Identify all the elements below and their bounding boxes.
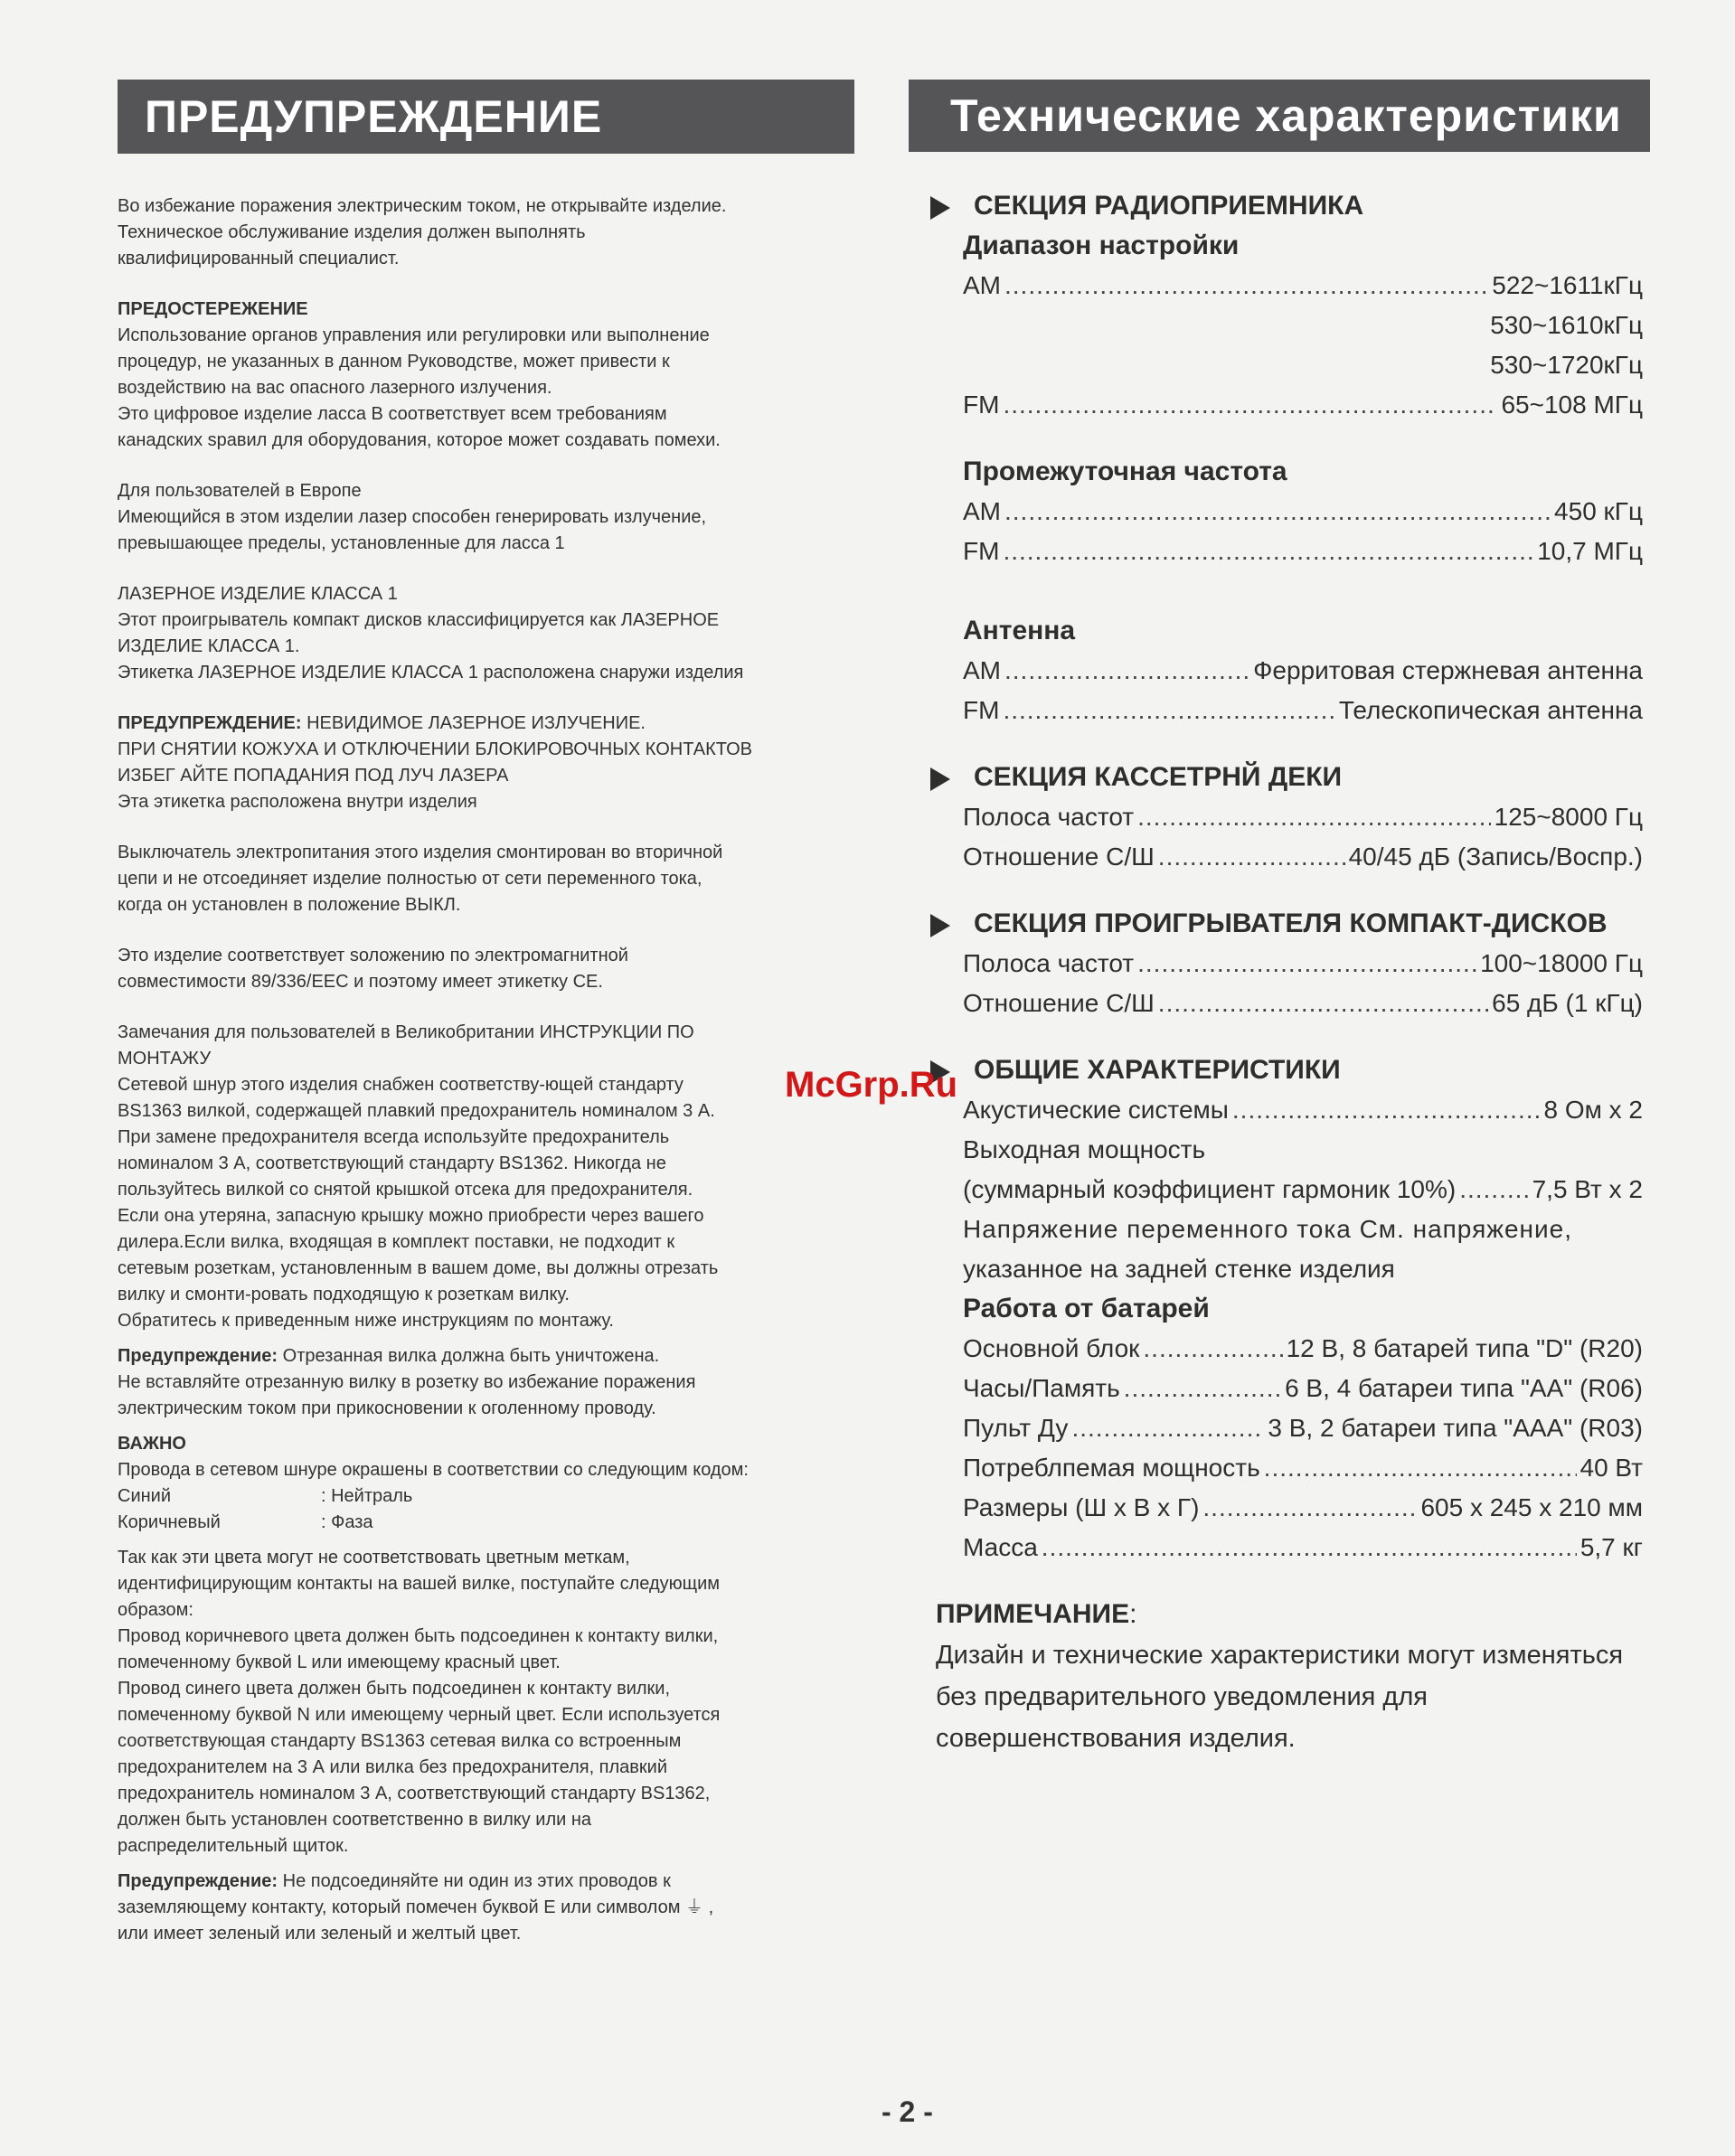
specs-title: Технические характеристики <box>909 80 1650 152</box>
europe-line: Имеющийся в этом изделии лазер способен генерировать излучение, <box>118 507 707 527</box>
important-block <box>118 1431 854 1536</box>
spec-label: Отношение С/Ш <box>963 989 1155 1017</box>
section-title-text: СЕКЦИЯ КАССЕТРНЙ ДЕКИ <box>974 762 1343 792</box>
uk-line: Если она утеряна, запасную крышку можно приобрести через вашего <box>118 1206 704 1226</box>
invisible-laser-heading <box>118 711 854 737</box>
emc-line: совместимости 89/336/ЕЕС и поэтому имеет этикетку СЕ. <box>118 972 603 992</box>
spec-label: FM <box>963 537 1000 565</box>
ground-warning-heading <box>118 1869 854 1895</box>
watermark: McGrp.Ru <box>785 1065 958 1105</box>
spec-label: Потреблпемая мощность <box>963 1454 1260 1482</box>
spec-value: 450 кГц <box>1554 497 1643 525</box>
wire-color-table <box>118 1483 854 1536</box>
laser-line: Этикетка ЛАЗЕРНОЕ ИЗДЕЛИЕ КЛАССА 1 расположена снаружи изделия <box>118 663 744 683</box>
spec-row <box>963 984 1643 1023</box>
warning-body <box>118 193 854 1947</box>
spec-value: 605 x 245 x 210 мм <box>1420 1493 1643 1521</box>
spec-label: Полоса частот <box>963 803 1135 831</box>
spec-label: Размеры (Ш x В x Г) <box>963 1493 1200 1521</box>
spec-row <box>963 266 1643 306</box>
leader-dots <box>1143 1329 1282 1369</box>
triangle-bullet-icon <box>930 196 950 220</box>
spec-row <box>963 1369 1643 1408</box>
wire-line: помеченному буквой L или имеющему красный цвет. <box>118 1652 561 1672</box>
leader-dots <box>1158 984 1488 1023</box>
spec-row <box>963 1090 1643 1130</box>
uk-line: BS1363 вилкой, содержащей плавкий предохранитель номиналом 3 А. <box>118 1101 715 1121</box>
spec-value: 3 В, 2 батареи типа "ААА" (R03) <box>1268 1414 1643 1442</box>
wire-name: Синий <box>118 1486 172 1506</box>
spec-label: Масса <box>963 1533 1038 1561</box>
triangle-bullet-icon <box>930 914 950 937</box>
cassette-section-title <box>927 758 1650 797</box>
caution-line: воздействию на вас опасного лазерного излучения. <box>118 378 552 398</box>
laser-line: ИЗДЕЛИЕ КЛАССА 1. <box>118 636 300 656</box>
triangle-bullet-icon <box>930 767 950 791</box>
specs-column <box>909 80 1650 1759</box>
spec-label: Часы/Память <box>963 1374 1120 1402</box>
laser-line: Этот проигрыватель компакт дисков классифицируется как ЛАЗЕРНОЕ <box>118 610 720 630</box>
final-line: заземляющему контакту, который помечен буквой Е или символом ⏚ , <box>118 1897 714 1917</box>
uk-line: Замечания для пользователей в Великобритании ИНСТРУКЦИИ ПО <box>118 1022 694 1042</box>
spec-row <box>963 492 1643 532</box>
power-switch-block <box>118 840 854 918</box>
spec-row <box>963 532 1643 571</box>
spec-value: 40 Вт <box>1579 1454 1643 1482</box>
note-line: без предварительного уведомления для <box>936 1682 1428 1711</box>
caution-line: процедур, не указанных в данном Руководстве, может привести к <box>118 352 670 372</box>
wire-value: : Нейтраль <box>321 1486 413 1506</box>
caution-block <box>118 297 854 454</box>
spec-row <box>963 944 1643 984</box>
final-rest: Не подсоединяйте ни один из этих проводов к <box>278 1871 671 1891</box>
spec-value: 6 В, 4 батареи типа "АА" (R06) <box>1285 1374 1643 1402</box>
final-label: Предупреждение: <box>118 1871 278 1891</box>
spec-value: Телескопическая антенна <box>1338 696 1643 724</box>
section-title-text: СЕКЦИЯ ПРОИГРЫВАТЕЛЯ КОМПАКТ-ДИСКОВ <box>974 909 1608 938</box>
spec-value: 65~108 МГц <box>1501 391 1643 419</box>
uk-instructions-block <box>118 1020 854 1334</box>
tuning-range-title: Диапазон настройки <box>963 231 1240 260</box>
spec-value: 530~1720кГц <box>1490 351 1643 379</box>
spec-label: Отношение С/Ш <box>963 843 1155 871</box>
wire-name: Коричневый <box>118 1512 221 1532</box>
general-section-title <box>927 1050 1650 1090</box>
voltage-line: указанное на задней стенке изделия <box>963 1255 1395 1283</box>
wire-line: Провод коричневого цвета должен быть подсоединен к контакту вилки, <box>118 1626 719 1646</box>
switch-line: когда он установлен в положение ВЫКЛ. <box>118 895 461 915</box>
spec-label: AM <box>963 271 1001 299</box>
emc-line: Это изделие соответствует sоложению по электромагнитной <box>118 946 628 965</box>
wire-line: предохранитель номиналом 3 А, соответствующий стандарту BS1362, <box>118 1784 711 1803</box>
intro-block <box>118 193 854 272</box>
cd-section-title <box>927 904 1650 944</box>
leader-dots <box>1042 1528 1577 1568</box>
intro-line: Техническое обслуживание изделия должен выполнять <box>118 222 586 242</box>
leader-dots <box>1003 691 1334 730</box>
spec-value: 100~18000 Гц <box>1480 949 1643 977</box>
voltage-line: Напряжение переменного тока См. напряжение, <box>963 1215 1572 1243</box>
specs-body <box>909 186 1650 1759</box>
wire-instructions-block <box>118 1545 854 1859</box>
note-line: Дизайн и технические характеристики могут изменяться <box>936 1641 1624 1670</box>
leader-dots <box>1124 1369 1281 1408</box>
spec-row <box>963 1329 1643 1369</box>
cut-plug-heading <box>118 1343 854 1370</box>
spec-row <box>963 691 1643 730</box>
leader-dots <box>1004 492 1551 532</box>
wire-line: помеченному буквой N или имеющему черный цвет. Если используется <box>118 1705 721 1725</box>
leader-dots <box>1137 944 1476 984</box>
caution-heading: ПРЕДОСТЕРЕЖЕНИЕ <box>118 299 308 319</box>
wire-line: образом: <box>118 1600 193 1620</box>
uk-line: номиналом 3 А, соответствующий стандарту BS1362. Никогда не <box>118 1153 666 1173</box>
caution-line: Это цифровое изделие ласса В соответствует всем требованиям <box>118 404 667 424</box>
note-colon: : <box>1129 1599 1137 1629</box>
final-line: или имеет зеленый или зеленый и желтый цвет. <box>118 1924 522 1944</box>
warning-line: ИЗБЕГ АЙТЕ ПОПАДАНИЯ ПОД ЛУЧ ЛАЗЕРА <box>118 766 509 786</box>
spec-value: 5,7 кг <box>1579 1533 1643 1561</box>
spec-value: 530~1610кГц <box>1490 311 1643 339</box>
europe-block <box>118 478 854 557</box>
wire-line: распределительный щиток. <box>118 1836 349 1856</box>
antenna-title: Антенна <box>963 616 1076 645</box>
spec-row <box>963 1528 1643 1568</box>
spec-row <box>963 651 1643 691</box>
spec-value: 65 дБ (1 кГц) <box>1492 989 1643 1017</box>
leader-dots <box>1459 1170 1528 1210</box>
spec-value: 8 Ом x 2 <box>1543 1096 1643 1124</box>
cut-line: электрическим током при прикосновении к оголенному проводу. <box>118 1398 656 1418</box>
europe-line: Для пользователей в Европе <box>118 481 362 501</box>
spec-label: Акустические системы <box>963 1096 1229 1124</box>
laser-line: ЛАЗЕРНОЕ ИЗДЕЛИЕ КЛАССА 1 <box>118 584 398 604</box>
wire-line: должен быть установлен соответственно в вилку или на <box>118 1810 592 1830</box>
warning-line: ПРИ СНЯТИИ КОЖУХА И ОТКЛЮЧЕНИИ БЛОКИРОВОЧНЫХ КОНТАКТОВ <box>118 739 752 759</box>
page-number: - 2 - <box>882 2095 933 2128</box>
spec-value: Ферритовая стержневая антенна <box>1253 656 1643 684</box>
if-title: Промежуточная частота <box>963 457 1287 486</box>
caution-line: канадских sравил для оборудования, которое может создавать помехи. <box>118 430 721 450</box>
invisible-laser-block <box>118 711 854 815</box>
uk-line: Обратитесь к приведенным ниже инструкциям по монтажу. <box>118 1311 614 1331</box>
spec-label: AM <box>963 656 1001 684</box>
switch-line: Выключатель электропитания этого изделия смонтирован во вторичной <box>118 843 723 862</box>
spec-row <box>963 1448 1643 1488</box>
spec-value: 10,7 МГц <box>1537 537 1643 565</box>
spec-row <box>963 1408 1643 1448</box>
leader-dots <box>1003 385 1497 425</box>
spec-label: FM <box>963 696 1000 724</box>
spec-value: 522~1611кГц <box>1492 271 1643 299</box>
uk-line: МОНТАЖУ <box>118 1049 212 1069</box>
leader-dots <box>1264 1448 1577 1488</box>
uk-line: сетевым розеткам, установленным в вашем доме, вы должны отрезать <box>118 1258 719 1278</box>
cut-rest: Отрезанная вилка должна быть уничтожена. <box>278 1346 660 1366</box>
spec-row <box>963 1170 1643 1210</box>
spec-row <box>963 797 1643 837</box>
note-title-text: ПРИМЕЧАНИЕ <box>936 1599 1130 1629</box>
leader-dots <box>1004 266 1488 306</box>
cut-label: Предупреждение: <box>118 1346 278 1366</box>
warning-column <box>118 80 854 1972</box>
spec-value: 7,5 Вт x 2 <box>1532 1175 1643 1203</box>
leader-dots <box>1158 837 1345 877</box>
spec-value: 125~8000 Гц <box>1494 803 1643 831</box>
intro-line: квалифицированный специалист. <box>118 249 400 268</box>
uk-line: При замене предохранителя всегда используйте предохранитель <box>118 1127 670 1147</box>
spec-row <box>963 837 1643 877</box>
leader-dots <box>1003 532 1533 571</box>
uk-line: дилера.Если вилка, входящая в комплект поставки, не подходит к <box>118 1232 675 1252</box>
spec-label: Пульт Ду <box>963 1414 1069 1442</box>
wire-line: соответствующая стандарту BS1363 сетевая вилка со встроенным <box>118 1731 682 1751</box>
note-title <box>936 1595 1650 1634</box>
spec-value: 12 В, 8 батарей типа "D" (R20) <box>1286 1334 1643 1362</box>
section-title-text: СЕКЦИЯ РАДИОПРИЕМНИКА <box>974 191 1364 221</box>
wire-line: Провод синего цвета должен быть подсоединен к контакту вилки, <box>118 1679 671 1699</box>
switch-line: цепи и не отсоединяет изделие полностью от сети переменного тока, <box>118 869 702 889</box>
warning-label: ПРЕДУПРЕЖДЕНИЕ: <box>118 713 302 733</box>
wire-line: Так как эти цвета могут не соответствовать цветным меткам, <box>118 1548 630 1568</box>
radio-section-title <box>927 186 1650 226</box>
warning-rest: НЕВИДИМОЕ ЛАЗЕРНОЕ ИЗЛУЧЕНИЕ. <box>301 713 646 733</box>
important-intro: Провода в сетевом шнуре окрашены в соответствии со следующим кодом: <box>118 1460 749 1480</box>
spec-value: 40/45 дБ (Запись/Воспр.) <box>1348 843 1643 871</box>
warning-title: ПРЕДУПРЕЖДЕНИЕ <box>118 80 854 154</box>
laser-class-block <box>118 581 854 686</box>
cut-line: Не вставляйте отрезанную вилку в розетку во избежание поражения <box>118 1372 696 1392</box>
leader-dots <box>1004 651 1249 691</box>
note-text <box>936 1634 1668 1759</box>
leader-dots <box>1202 1488 1417 1528</box>
ground-warning-block <box>118 1869 854 1947</box>
cut-plug-block <box>118 1343 854 1422</box>
uk-line: пользуйтесь вилкой со снятой крышкой отсека для предохранителя. <box>118 1180 693 1200</box>
uk-line: вилку и смонти-ровать подходящую к розеткам вилку. <box>118 1285 570 1304</box>
emc-block <box>118 943 854 995</box>
spec-row <box>963 385 1643 425</box>
note-line: совершенствования изделия. <box>936 1724 1296 1753</box>
caution-line: Использование органов управления или регулировки или выполнение <box>118 325 710 345</box>
section-title-text: ОБЩИЕ ХАРАКТЕРИСТИКИ <box>974 1055 1341 1085</box>
wire-line: идентифицирующим контакты на вашей вилке, поступайте следующим <box>118 1574 720 1594</box>
important-heading: ВАЖНО <box>118 1434 186 1454</box>
uk-line: Сетевой шнур этого изделия снабжен соответству-ющей стандарту <box>118 1075 684 1095</box>
leader-dots <box>1232 1090 1541 1130</box>
leader-dots <box>1137 797 1491 837</box>
spec-label: Основной блок <box>963 1334 1140 1362</box>
spec-row <box>963 1488 1643 1528</box>
power-output-title: Выходная мощность <box>963 1135 1206 1163</box>
spec-label: FM <box>963 391 1000 419</box>
leader-dots <box>1071 1408 1264 1448</box>
spec-label: AM <box>963 497 1001 525</box>
spec-label: (суммарный коэффициент гармоник 10%) <box>963 1175 1457 1203</box>
battery-title: Работа от батарей <box>963 1294 1210 1323</box>
warning-line: Эта этикетка расположена внутри изделия <box>118 792 477 812</box>
spec-label: Полоса частот <box>963 949 1135 977</box>
intro-line: Во избежание поражения электрическим током, не открывайте изделие. <box>118 196 727 216</box>
europe-line: превышающее пределы, установленные для ласса 1 <box>118 533 565 553</box>
wire-line: предохранителем на 3 А или вилка без предохранителя, плавкий <box>118 1757 668 1777</box>
wire-value: : Фаза <box>321 1512 373 1532</box>
